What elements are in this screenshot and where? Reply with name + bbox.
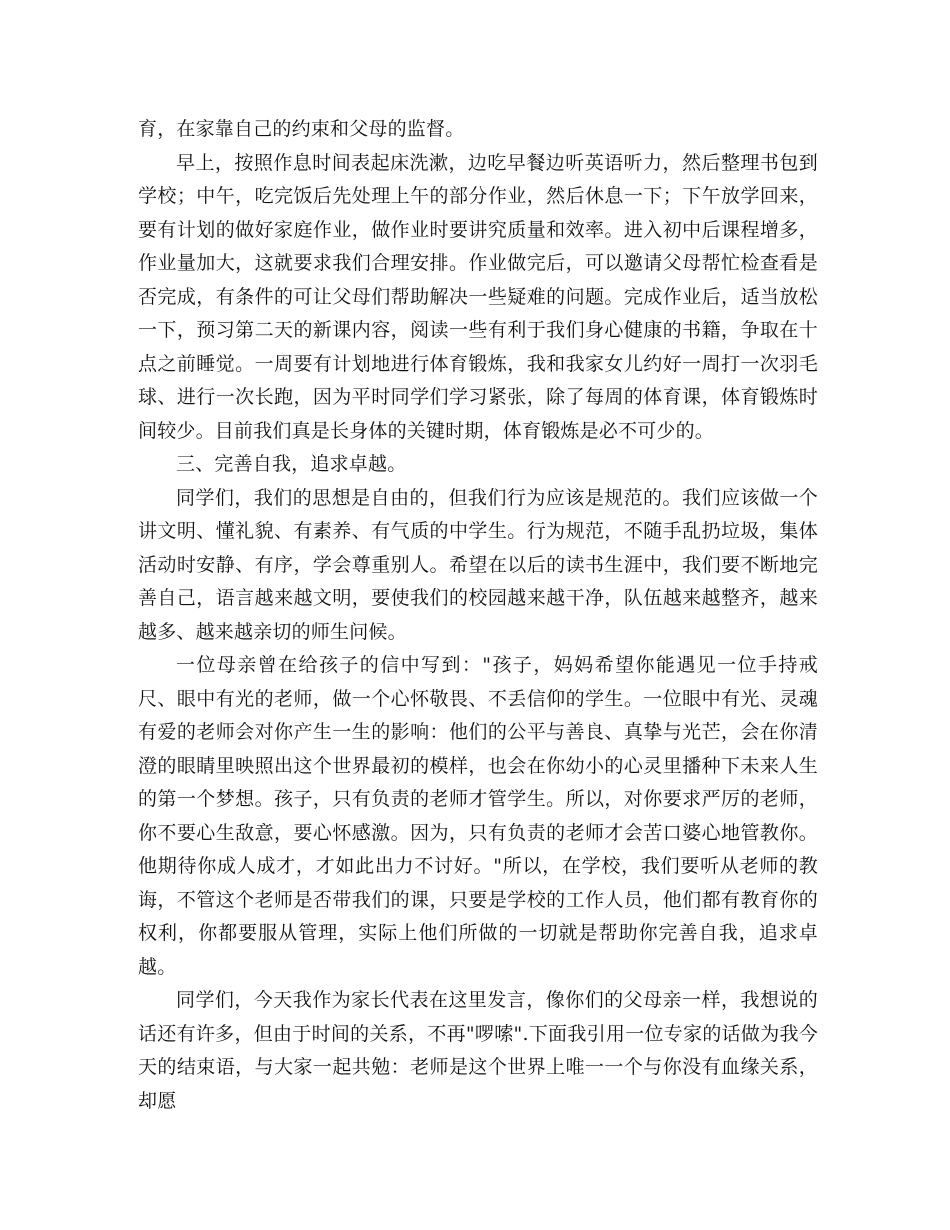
section-heading: 三、完善自我，追求卓越。 xyxy=(176,453,407,475)
paragraph-5: 同学们，今天我作为家长代表在这里发言，像你们的父母亲一样，我想说的话还有许多，但由于时间的关系，不再"啰嗦".下面我引用一位专家的话做为我今天的结束语，与大家一起共勉：老师是这个世界上唯一一个与你没有血缘关系，却愿 xyxy=(138,989,818,1112)
paragraph-4: 一位母亲曾在给孩子的信中写到："孩子，妈妈希望你能遇见一位手持戒尺、眼中有光的老师，做一个心怀敬畏、不丢信仰的学生。一位眼中有光、灵魂有爱的老师会对你产生一生的影响：他们的公平与善良、真挚与光芒，会在你清澄的眼睛里映照出这个世界最初的模样，也会在你幼小的心灵里播种下未来人生的第一个梦想。孩子，只有负责的老师才管学生。所以，对你要求严厉的老师，你不要心生敌意，要心怀感激。因为，只有负责的老师才会苦口婆心地管教你。他期待你成人成才，才如此出力不讨好。"所以，在学校，我们要听从老师的教诲，不管这个老师是否带我们的课，只要是学校的工作人员，他们都有教育你的权利，你都要服从管理，实际上他们所做的一切就是帮助你完善自我，追求卓越。 xyxy=(138,654,818,978)
paragraph-2: 早上，按照作息时间表起床洗漱，边吃早餐边听英语听力，然后整理书包到学校；中午，吃完饭后先处理上午的部分作业，然后休息一下；下午放学回来，要有计划的做好家庭作业，做作业时要讲究质量和效率。进入初中后课程增多，作业量加大，这就要求我们合理安排。作业做完后，可以邀请父母帮忙检查看是否完成，有条件的可让父母们帮助解决一些疑难的问题。完成作业后，适当放松一下，预习第二天的新课内容，阅读一些有利于我们身心健康的书籍，争取在十点之前睡觉。一周要有计划地进行体育锻炼，我和我家女儿约好一周打一次羽毛球、进行一次长跑，因为平时同学们学习紧张，除了每周的体育课，体育锻炼时间较少。目前我们真是长身体的关键时期，体育锻炼是必不可少的。 xyxy=(138,151,818,442)
paragraph-1: 育，在家靠自己的约束和父母的监督。 xyxy=(138,118,465,140)
document-body xyxy=(138,113,818,1118)
paragraph-3: 同学们，我们的思想是自由的，但我们行为应该是规范的。我们应该做一个讲文明、懂礼貌、有素养、有气质的中学生。行为规范，不随手乱扔垃圾，集体活动时安静、有序，学会尊重别人。希望在以后的读书生涯中，我们要不断地完善自己，语言越来越文明，要使我们的校园越来越干净，队伍越来越整齐，越来越多、越来越亲切的师生问候。 xyxy=(138,486,818,643)
